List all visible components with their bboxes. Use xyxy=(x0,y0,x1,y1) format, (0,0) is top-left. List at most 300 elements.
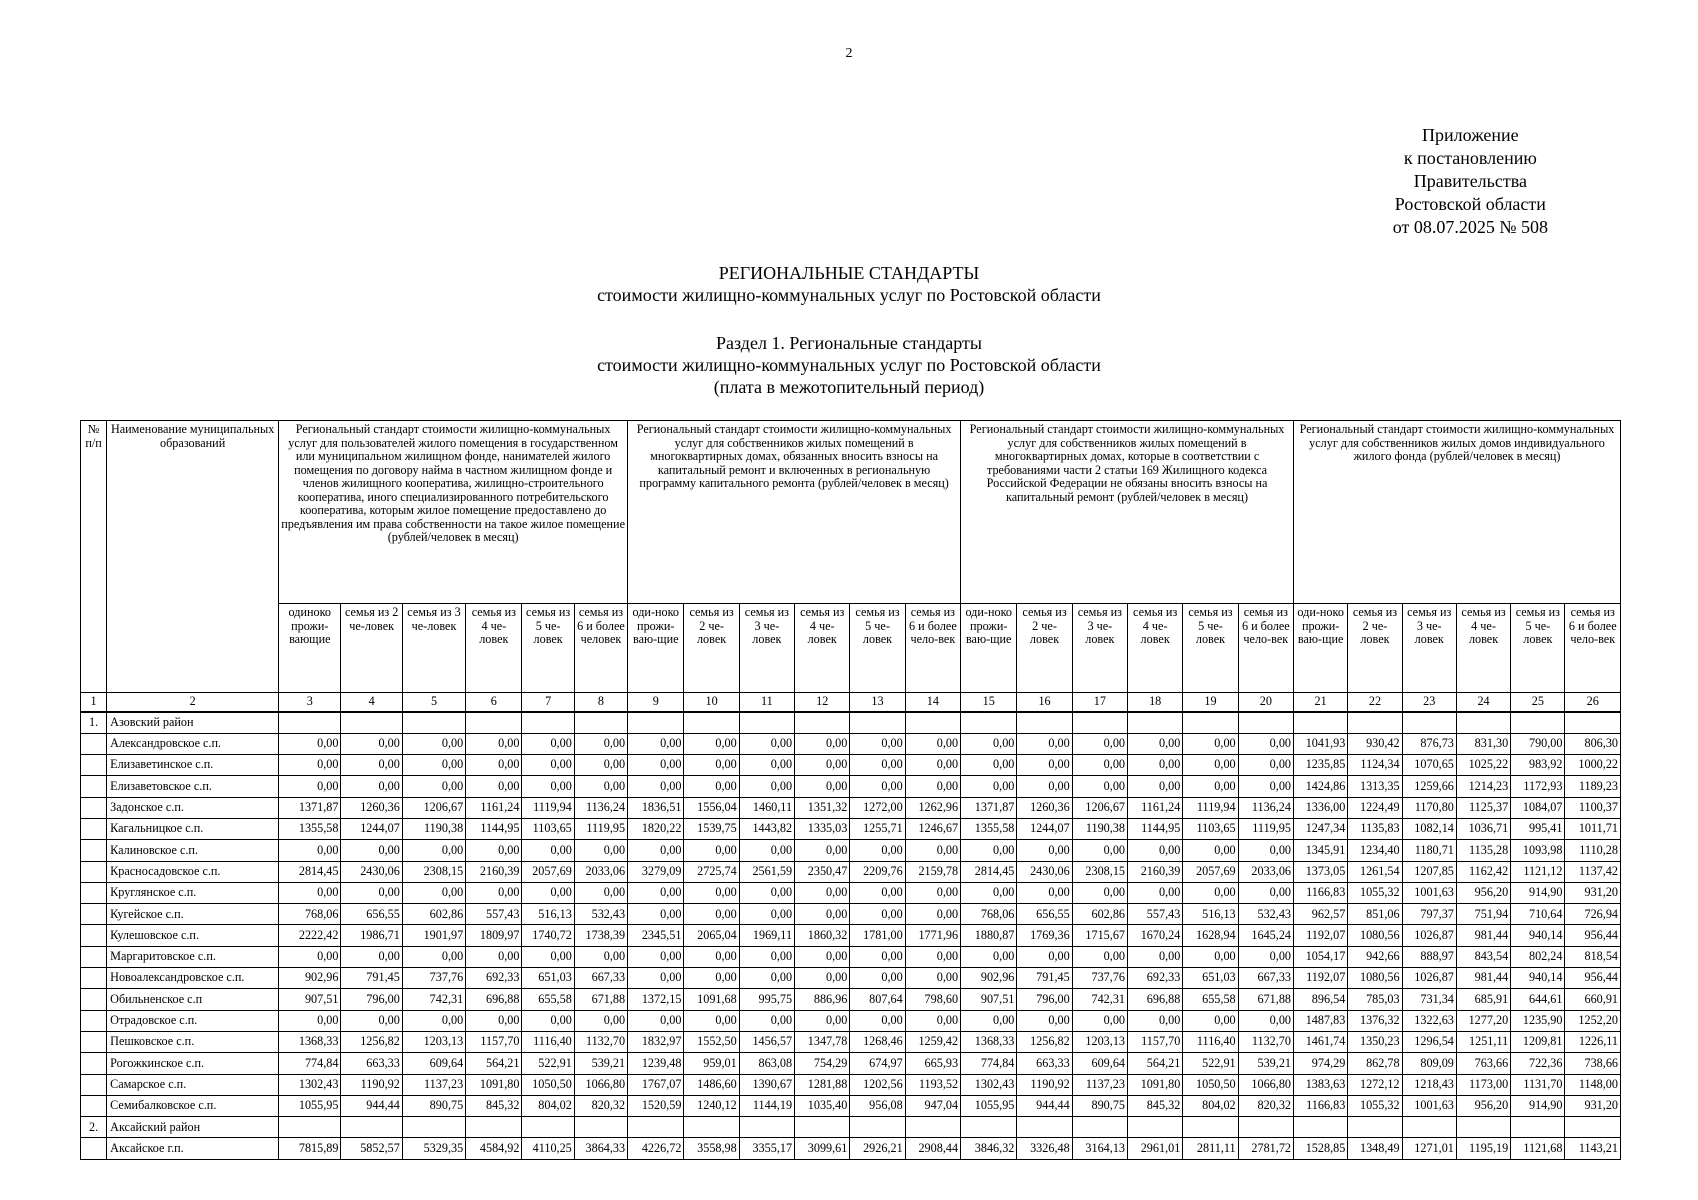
value-cell: 1192,07 xyxy=(1294,925,1348,946)
value-cell: 2033,06 xyxy=(574,861,627,882)
municipality-name: Пешковское с.п. xyxy=(107,1031,279,1052)
value-cell: 930,42 xyxy=(1348,733,1402,754)
value-cell: 1781,00 xyxy=(850,925,905,946)
table-row xyxy=(81,818,1621,839)
value-cell: 4226,72 xyxy=(628,1138,684,1159)
value-cell: 0,00 xyxy=(402,946,465,967)
value-cell: 0,00 xyxy=(1017,882,1072,903)
value-cell xyxy=(1511,712,1565,733)
value-cell xyxy=(1294,712,1348,733)
value-cell: 944,44 xyxy=(1017,1095,1072,1116)
value-cell: 1025,22 xyxy=(1456,755,1510,776)
value-cell: 1144,95 xyxy=(1128,818,1183,839)
municipality-name: Елизаветинское с.п. xyxy=(107,755,279,776)
value-cell: 0,00 xyxy=(1128,1010,1183,1031)
value-cell: 1901,97 xyxy=(402,925,465,946)
value-cell: 532,43 xyxy=(1238,904,1293,925)
value-cell: 0,00 xyxy=(279,733,341,754)
value-cell: 1162,42 xyxy=(1456,861,1510,882)
value-cell: 0,00 xyxy=(522,1010,574,1031)
column-number: 23 xyxy=(1402,693,1456,713)
value-cell xyxy=(522,1117,574,1138)
municipality-name: Новоалександровское с.п. xyxy=(107,968,279,989)
municipality-name: Аксайский район xyxy=(107,1117,279,1138)
value-cell xyxy=(1128,712,1183,733)
value-cell: 0,00 xyxy=(466,733,522,754)
subheader-cell: семья из 6 и более чело-век xyxy=(905,604,960,693)
value-cell: 1809,97 xyxy=(466,925,522,946)
table-row xyxy=(81,968,1621,989)
value-cell: 1157,70 xyxy=(1128,1031,1183,1052)
column-number: 19 xyxy=(1183,693,1238,713)
value-cell: 655,58 xyxy=(1183,989,1238,1010)
value-cell: 1091,80 xyxy=(466,1074,522,1095)
value-cell: 671,88 xyxy=(1238,989,1293,1010)
value-cell: 1769,36 xyxy=(1017,925,1072,946)
column-number: 21 xyxy=(1294,693,1348,713)
value-cell: 0,00 xyxy=(850,755,905,776)
value-cell: 742,31 xyxy=(402,989,465,1010)
value-cell: 959,01 xyxy=(684,1053,739,1074)
value-cell: 774,84 xyxy=(961,1053,1017,1074)
value-cell: 804,02 xyxy=(1183,1095,1238,1116)
municipality-name: Александровское с.п. xyxy=(107,733,279,754)
subheader-cell: семья из 3 че-ловек xyxy=(402,604,465,693)
value-cell: 1001,63 xyxy=(1402,882,1456,903)
row-number xyxy=(81,776,107,797)
value-cell: 1348,49 xyxy=(1348,1138,1402,1159)
value-cell: 802,24 xyxy=(1511,946,1565,967)
value-cell: 532,43 xyxy=(574,904,627,925)
value-cell: 0,00 xyxy=(1183,840,1238,861)
value-cell: 1084,07 xyxy=(1511,797,1565,818)
value-cell: 0,00 xyxy=(1128,882,1183,903)
value-cell: 0,00 xyxy=(739,904,794,925)
value-cell: 0,00 xyxy=(850,946,905,967)
value-cell: 995,41 xyxy=(1511,818,1565,839)
column-number: 1 xyxy=(81,693,107,713)
subheader-cell: семья из 6 и более чело-век xyxy=(1238,604,1293,693)
value-cell: 1161,24 xyxy=(466,797,522,818)
value-cell: 0,00 xyxy=(341,1010,402,1031)
value-cell: 902,96 xyxy=(279,968,341,989)
value-cell xyxy=(850,712,905,733)
value-cell: 0,00 xyxy=(466,840,522,861)
value-cell: 0,00 xyxy=(850,840,905,861)
value-cell: 0,00 xyxy=(522,946,574,967)
value-cell: 0,00 xyxy=(1238,946,1293,967)
value-cell: 1035,40 xyxy=(795,1095,850,1116)
value-cell: 0,00 xyxy=(1238,776,1293,797)
value-cell: 0,00 xyxy=(279,840,341,861)
subheader-cell: семья из 3 че-ловек xyxy=(739,604,794,693)
municipality-name: Елизаветовское с.п. xyxy=(107,776,279,797)
value-cell: 1055,95 xyxy=(961,1095,1017,1116)
value-cell xyxy=(961,712,1017,733)
value-cell: 1239,48 xyxy=(628,1053,684,1074)
value-cell: 1137,23 xyxy=(1072,1074,1127,1095)
value-cell: 1157,70 xyxy=(466,1031,522,1052)
value-cell: 0,00 xyxy=(795,968,850,989)
value-cell: 1193,52 xyxy=(905,1074,960,1095)
value-cell xyxy=(1348,712,1402,733)
value-cell xyxy=(1017,712,1072,733)
value-cell: 0,00 xyxy=(961,755,1017,776)
value-cell: 1082,14 xyxy=(1402,818,1456,839)
table-row xyxy=(81,904,1621,925)
value-cell: 0,00 xyxy=(684,733,739,754)
value-cell: 1335,03 xyxy=(795,818,850,839)
header-group-tenants: Региональный стандарт стоимости жилищно-коммунальных услуг для пользователей жилого помещения в государственном или муниципальном жилищном фонде, нанимателей жилого помещения по договору найма в частном жилищном фонде и членов жилищного кооператива, жилищно-строительного кооператива, иного специализированного потребительского кооператива, которым жилое помещение предоставлено до предъявления им права собственности на такое жилое помещение (рублей/человек в месяц) xyxy=(279,421,628,604)
value-cell: 940,14 xyxy=(1511,968,1565,989)
value-cell xyxy=(1348,1117,1402,1138)
value-cell: 1119,95 xyxy=(1238,818,1293,839)
value-cell: 1131,70 xyxy=(1511,1074,1565,1095)
value-cell: 1252,20 xyxy=(1565,1010,1621,1031)
value-cell: 1259,66 xyxy=(1402,776,1456,797)
value-cell: 0,00 xyxy=(684,755,739,776)
value-cell xyxy=(684,712,739,733)
value-cell: 1256,82 xyxy=(1017,1031,1072,1052)
column-number: 13 xyxy=(850,693,905,713)
value-cell: 914,90 xyxy=(1511,1095,1565,1116)
value-cell: 3846,32 xyxy=(961,1138,1017,1159)
value-cell: 888,97 xyxy=(1402,946,1456,967)
value-cell: 0,00 xyxy=(795,946,850,967)
value-cell: 1235,85 xyxy=(1294,755,1348,776)
value-cell xyxy=(1183,1117,1238,1138)
value-cell: 1836,51 xyxy=(628,797,684,818)
value-cell: 539,21 xyxy=(1238,1053,1293,1074)
value-cell: 1368,33 xyxy=(279,1031,341,1052)
row-number xyxy=(81,840,107,861)
value-cell: 0,00 xyxy=(1072,882,1127,903)
value-cell: 995,75 xyxy=(739,989,794,1010)
value-cell: 1271,01 xyxy=(1402,1138,1456,1159)
value-cell: 651,03 xyxy=(1183,968,1238,989)
value-cell: 0,00 xyxy=(905,946,960,967)
value-cell: 0,00 xyxy=(905,904,960,925)
column-number: 2 xyxy=(107,693,279,713)
municipality-name: Рогожкинское с.п. xyxy=(107,1053,279,1074)
municipality-name: Обильненское с.п xyxy=(107,989,279,1010)
subheader-cell: семья из 4 че-ловек xyxy=(1456,604,1510,693)
value-cell: 0,00 xyxy=(1183,733,1238,754)
value-cell: 774,84 xyxy=(279,1053,341,1074)
value-cell: 0,00 xyxy=(402,1010,465,1031)
value-cell: 726,94 xyxy=(1565,904,1621,925)
value-cell: 1036,71 xyxy=(1456,818,1510,839)
value-cell: 0,00 xyxy=(279,776,341,797)
value-cell: 956,44 xyxy=(1565,925,1621,946)
column-number: 10 xyxy=(684,693,739,713)
municipality-name: Калиновское с.п. xyxy=(107,840,279,861)
value-cell: 818,54 xyxy=(1565,946,1621,967)
value-cell: 0,00 xyxy=(628,755,684,776)
value-cell: 0,00 xyxy=(684,1010,739,1031)
value-cell: 1443,82 xyxy=(739,818,794,839)
value-cell xyxy=(1072,1117,1127,1138)
value-cell: 1771,96 xyxy=(905,925,960,946)
value-cell xyxy=(1017,1117,1072,1138)
value-cell: 0,00 xyxy=(628,776,684,797)
value-cell: 981,44 xyxy=(1456,925,1510,946)
value-cell: 1170,80 xyxy=(1402,797,1456,818)
value-cell: 4110,25 xyxy=(522,1138,574,1159)
value-cell: 0,00 xyxy=(850,968,905,989)
value-cell: 0,00 xyxy=(684,968,739,989)
value-cell: 902,96 xyxy=(961,968,1017,989)
value-cell: 2814,45 xyxy=(961,861,1017,882)
value-cell xyxy=(905,712,960,733)
value-cell: 0,00 xyxy=(279,1010,341,1031)
column-number: 15 xyxy=(961,693,1017,713)
value-cell: 0,00 xyxy=(341,776,402,797)
value-cell: 1520,59 xyxy=(628,1095,684,1116)
value-cell: 791,45 xyxy=(1017,968,1072,989)
value-cell: 2222,42 xyxy=(279,925,341,946)
value-cell: 1143,21 xyxy=(1565,1138,1621,1159)
value-cell: 0,00 xyxy=(522,776,574,797)
value-cell: 2781,72 xyxy=(1238,1138,1293,1159)
value-cell: 742,31 xyxy=(1072,989,1127,1010)
value-cell: 1026,87 xyxy=(1402,968,1456,989)
value-cell: 667,33 xyxy=(574,968,627,989)
value-cell xyxy=(628,1117,684,1138)
value-cell: 0,00 xyxy=(795,776,850,797)
value-cell xyxy=(341,712,402,733)
table-row xyxy=(81,989,1621,1010)
table-row xyxy=(81,1095,1621,1116)
value-cell: 0,00 xyxy=(522,840,574,861)
column-number: 24 xyxy=(1456,693,1510,713)
value-cell: 0,00 xyxy=(1183,755,1238,776)
value-cell: 0,00 xyxy=(1017,776,1072,797)
column-number: 6 xyxy=(466,693,522,713)
value-cell: 696,88 xyxy=(1128,989,1183,1010)
value-cell: 0,00 xyxy=(905,733,960,754)
municipality-name: Кагальницкое с.п. xyxy=(107,818,279,839)
value-cell: 807,64 xyxy=(850,989,905,1010)
value-cell: 5329,35 xyxy=(402,1138,465,1159)
row-number xyxy=(81,946,107,967)
value-cell xyxy=(739,1117,794,1138)
value-cell: 0,00 xyxy=(1183,776,1238,797)
value-cell: 0,00 xyxy=(1183,882,1238,903)
value-cell: 1190,38 xyxy=(402,818,465,839)
value-cell: 3279,09 xyxy=(628,861,684,882)
value-cell: 609,64 xyxy=(1072,1053,1127,1074)
value-cell: 1119,95 xyxy=(574,818,627,839)
value-cell xyxy=(574,1117,627,1138)
value-cell: 0,00 xyxy=(522,882,574,903)
value-cell: 1373,05 xyxy=(1294,861,1348,882)
appendix-line: от 08.07.2025 № 508 xyxy=(1392,217,1548,237)
value-cell: 0,00 xyxy=(466,755,522,776)
section-line: стоимости жилищно-коммунальных услуг по Ростовской области xyxy=(597,355,1101,375)
value-cell: 696,88 xyxy=(466,989,522,1010)
value-cell: 0,00 xyxy=(684,946,739,967)
value-cell: 710,64 xyxy=(1511,904,1565,925)
subheader-cell: семья из 5 че-ловек xyxy=(522,604,574,693)
column-number: 12 xyxy=(795,693,850,713)
subheader-cell: семья из 6 и более человек xyxy=(574,604,627,693)
value-cell: 0,00 xyxy=(1017,946,1072,967)
value-cell: 1161,24 xyxy=(1128,797,1183,818)
value-cell: 1350,23 xyxy=(1348,1031,1402,1052)
value-cell xyxy=(466,712,522,733)
value-cell: 0,00 xyxy=(850,776,905,797)
table-row xyxy=(81,1117,1621,1138)
value-cell: 768,06 xyxy=(279,904,341,925)
value-cell xyxy=(850,1117,905,1138)
value-cell: 956,20 xyxy=(1456,882,1510,903)
value-cell: 1740,72 xyxy=(522,925,574,946)
value-cell: 944,44 xyxy=(341,1095,402,1116)
value-cell: 651,03 xyxy=(522,968,574,989)
table-row xyxy=(81,1031,1621,1052)
value-cell: 0,00 xyxy=(466,946,522,967)
appendix-line: Приложение xyxy=(1422,125,1519,145)
value-cell: 1268,46 xyxy=(850,1031,905,1052)
municipality-name: Маргаритовское с.п. xyxy=(107,946,279,967)
value-cell: 0,00 xyxy=(466,776,522,797)
value-cell: 956,20 xyxy=(1456,1095,1510,1116)
value-cell: 0,00 xyxy=(341,882,402,903)
value-cell: 940,14 xyxy=(1511,925,1565,946)
value-cell: 1715,67 xyxy=(1072,925,1127,946)
value-cell: 667,33 xyxy=(1238,968,1293,989)
header-group-owners-capital-repair: Региональный стандарт стоимости жилищно-коммунальных услуг для собственников жилых помещений в многоквартирных домах, обязанных вносить взносы на капитальный ремонт и включенных в региональную программу капитального ремонта (рублей/человек в месяц) xyxy=(628,421,961,604)
value-cell: 1313,35 xyxy=(1348,776,1402,797)
value-cell: 2057,69 xyxy=(1183,861,1238,882)
table-row xyxy=(81,776,1621,797)
value-cell: 1986,71 xyxy=(341,925,402,946)
value-cell: 1260,36 xyxy=(341,797,402,818)
table-row xyxy=(81,925,1621,946)
value-cell: 791,45 xyxy=(341,968,402,989)
value-cell: 0,00 xyxy=(739,840,794,861)
value-cell: 2725,74 xyxy=(684,861,739,882)
value-cell: 0,00 xyxy=(905,1010,960,1031)
subheader-cell: семья из 5 че-ловек xyxy=(1183,604,1238,693)
value-cell: 1376,32 xyxy=(1348,1010,1402,1031)
value-cell: 0,00 xyxy=(1072,755,1127,776)
value-cell: 0,00 xyxy=(739,755,794,776)
municipality-name: Красносадовское с.п. xyxy=(107,861,279,882)
municipality-name: Отрадовское с.п. xyxy=(107,1010,279,1031)
value-cell xyxy=(574,712,627,733)
value-cell: 1244,07 xyxy=(1017,818,1072,839)
value-cell: 845,32 xyxy=(466,1095,522,1116)
value-cell xyxy=(1294,1117,1348,1138)
value-cell: 1351,32 xyxy=(795,797,850,818)
row-number xyxy=(81,797,107,818)
value-cell: 0,00 xyxy=(1072,1010,1127,1031)
value-cell: 1255,71 xyxy=(850,818,905,839)
subheader-cell: семья из 5 че-ловек xyxy=(1511,604,1565,693)
value-cell: 2057,69 xyxy=(522,861,574,882)
value-cell: 862,78 xyxy=(1348,1053,1402,1074)
value-cell: 831,30 xyxy=(1456,733,1510,754)
value-cell: 644,61 xyxy=(1511,989,1565,1010)
value-cell: 516,13 xyxy=(1183,904,1238,925)
value-cell: 1136,24 xyxy=(1238,797,1293,818)
value-cell: 947,04 xyxy=(905,1095,960,1116)
value-cell: 0,00 xyxy=(961,946,1017,967)
value-cell: 1103,65 xyxy=(1183,818,1238,839)
value-cell xyxy=(341,1117,402,1138)
value-cell: 1670,24 xyxy=(1128,925,1183,946)
value-cell: 0,00 xyxy=(905,968,960,989)
value-cell: 0,00 xyxy=(574,776,627,797)
value-cell xyxy=(628,712,684,733)
value-cell: 1173,00 xyxy=(1456,1074,1510,1095)
value-cell: 0,00 xyxy=(1017,840,1072,861)
value-cell: 0,00 xyxy=(684,882,739,903)
value-cell: 890,75 xyxy=(1072,1095,1127,1116)
value-cell: 804,02 xyxy=(522,1095,574,1116)
value-cell: 0,00 xyxy=(684,840,739,861)
value-cell: 1738,39 xyxy=(574,925,627,946)
document-title xyxy=(0,262,1698,306)
value-cell: 956,44 xyxy=(1565,968,1621,989)
municipality-name: Кугейское с.п. xyxy=(107,904,279,925)
subheader-cell: семья из 2 че-ловек xyxy=(684,604,739,693)
value-cell xyxy=(522,712,574,733)
row-number xyxy=(81,733,107,754)
value-cell: 737,76 xyxy=(402,968,465,989)
value-cell: 1322,63 xyxy=(1402,1010,1456,1031)
value-cell: 0,00 xyxy=(795,1010,850,1031)
value-cell: 1224,49 xyxy=(1348,797,1402,818)
value-cell: 1244,07 xyxy=(341,818,402,839)
column-number: 7 xyxy=(522,693,574,713)
column-number: 8 xyxy=(574,693,627,713)
value-cell: 0,00 xyxy=(1128,733,1183,754)
value-cell: 0,00 xyxy=(684,904,739,925)
value-cell: 1218,43 xyxy=(1402,1074,1456,1095)
value-cell: 0,00 xyxy=(1183,1010,1238,1031)
value-cell: 0,00 xyxy=(850,1010,905,1031)
row-number xyxy=(81,861,107,882)
header-group-owners-no-capital-repair: Региональный стандарт стоимости жилищно-коммунальных услуг для собственников жилых помещений в многоквартирных домах, которые в соответствии с требованиями части 2 статьи 169 Жилищного кодекса Российской Федерации не обязаны вносить взносы на капитальный ремонт (рублей/человек в месяц) xyxy=(961,421,1294,604)
value-cell: 0,00 xyxy=(341,733,402,754)
value-cell: 7815,89 xyxy=(279,1138,341,1159)
value-cell xyxy=(1565,712,1621,733)
value-cell: 1050,50 xyxy=(1183,1074,1238,1095)
value-cell: 2160,39 xyxy=(1128,861,1183,882)
table-row xyxy=(81,1010,1621,1031)
row-number: 1. xyxy=(81,712,107,733)
value-cell: 0,00 xyxy=(466,1010,522,1031)
header-name: Наименование муниципальных образований xyxy=(107,421,279,693)
value-cell: 660,91 xyxy=(1565,989,1621,1010)
value-cell: 0,00 xyxy=(341,840,402,861)
column-number: 22 xyxy=(1348,693,1402,713)
value-cell: 602,86 xyxy=(402,904,465,925)
value-cell: 2345,51 xyxy=(628,925,684,946)
row-number xyxy=(81,1031,107,1052)
subheader-cell: семья из 4 че-ловек xyxy=(1128,604,1183,693)
value-cell: 674,97 xyxy=(850,1053,905,1074)
value-cell: 0,00 xyxy=(1238,882,1293,903)
value-cell: 1192,07 xyxy=(1294,968,1348,989)
value-cell: 1135,28 xyxy=(1456,840,1510,861)
row-number xyxy=(81,1053,107,1074)
value-cell: 1148,00 xyxy=(1565,1074,1621,1095)
value-cell: 0,00 xyxy=(905,840,960,861)
